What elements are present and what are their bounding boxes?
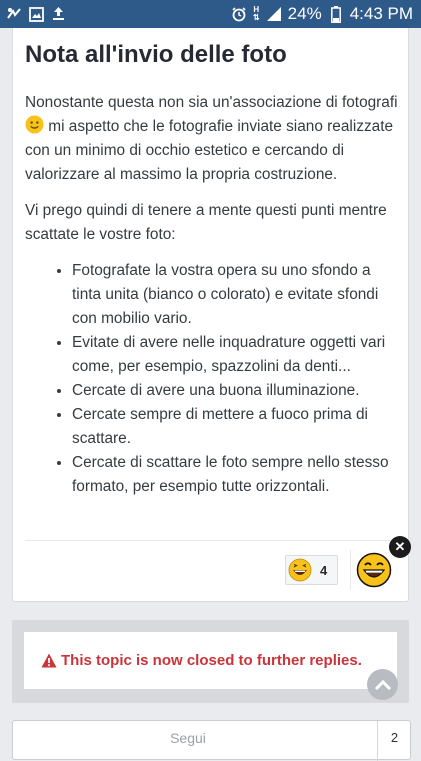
reaction-summary[interactable] (285, 555, 338, 585)
list-item: • Cercate di scattare le foto sempre nello stesso formato, per esempio tutte orizzontali. (72, 451, 400, 499)
post-body (25, 91, 400, 499)
close-reactions-button[interactable]: ✕ (389, 536, 411, 558)
network-type: H ⇅ (252, 5, 260, 22)
post-card (12, 28, 409, 602)
battery-percent: 24% (287, 4, 322, 23)
notice-box (24, 632, 397, 689)
signal-icon (266, 6, 282, 22)
react-button-laughing-icon[interactable] (356, 552, 392, 588)
follow-label: Segui (170, 730, 206, 746)
laughing-emoji-icon (288, 558, 312, 582)
follower-count: 2 (390, 730, 399, 745)
upload-icon (50, 6, 66, 22)
battery-icon (328, 6, 344, 22)
smiley-icon (25, 115, 44, 134)
post-paragraph: Nonostante questa non sia un'associazione di fotografi mi aspetto che le fotografie inviate siano realizzate con un minimo di occhio estetico e cercando di valorizzare al massimo la propria costruzione. (25, 94, 398, 183)
list-item: • Fotografate la vostra opera su uno sfondo a tinta unita (bianco o colorato) e evitate sfondi con mobilio vario. (72, 259, 400, 331)
chevron-up-icon (374, 679, 392, 691)
scroll-to-top-button[interactable] (367, 669, 398, 700)
alarm-icon (231, 6, 247, 22)
clock: 4:43 PM (349, 4, 413, 23)
reaction-count: 4 (320, 562, 328, 578)
post-title: Nota all'invio delle foto (25, 41, 287, 68)
tips-list (25, 259, 400, 499)
divider (350, 550, 351, 590)
warning-icon (41, 653, 57, 668)
list-item: • Evitate di avere nelle inquadrature oggetti vari come, per esempio, spazzolini da denti... (72, 331, 400, 379)
list-item: • Cercate sempre di mettere a fuoco prima di scattare. (72, 403, 400, 451)
divider (25, 540, 398, 541)
list-item: • Cercate di avere una buona illuminazione. (72, 379, 400, 403)
closed-topic-notice (12, 620, 409, 703)
notification-icon (6, 6, 22, 22)
post-paragraph: Vi prego quindi di tenere a mente questi punti mentre scattate le vostre foto: (25, 202, 387, 243)
notice-message: This topic is now closed to further replies. (41, 652, 362, 669)
follow-button[interactable] (12, 720, 411, 760)
image-icon (28, 6, 44, 22)
status-bar (0, 0, 421, 28)
